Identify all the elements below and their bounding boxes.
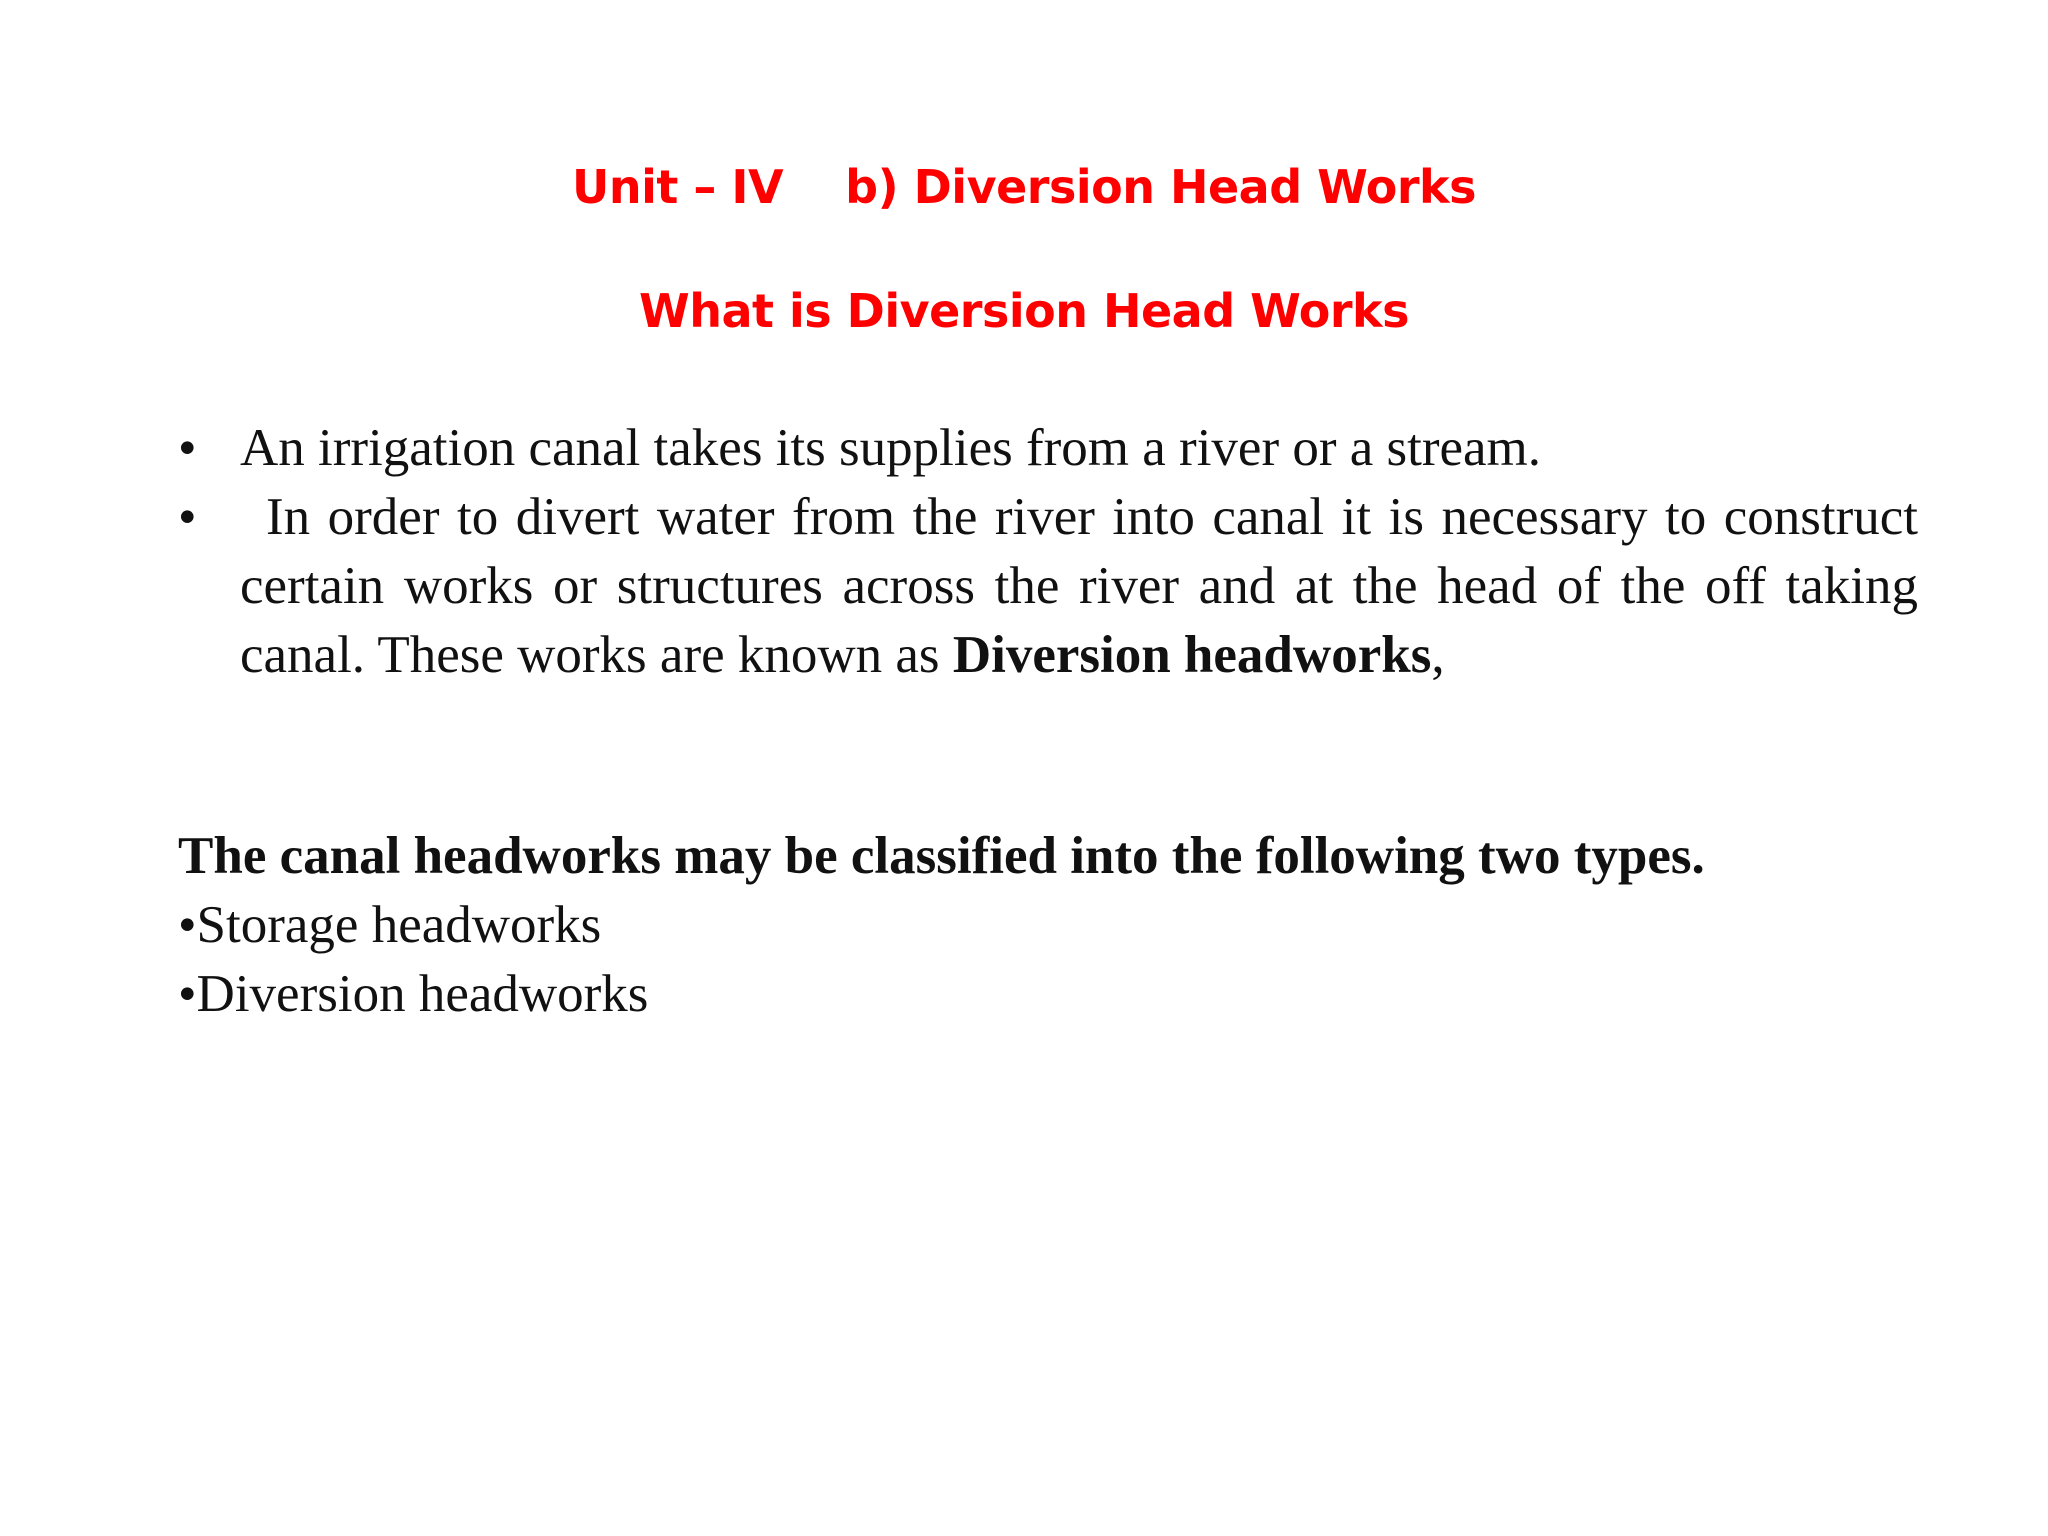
bullet-icon: • bbox=[178, 488, 197, 546]
bullet-text: An irrigation canal takes its supplies from a river or a stream. bbox=[240, 419, 1542, 477]
classification-block bbox=[178, 822, 1938, 1029]
classification-item: •Diversion headworks bbox=[178, 965, 649, 1023]
classification-item: •Storage headworks bbox=[178, 896, 602, 954]
bullet-list bbox=[178, 414, 1918, 690]
slide-subtitle: What is Diversion Head Works bbox=[638, 284, 1410, 338]
bullet-text-bold: Diversion headworks bbox=[952, 626, 1432, 684]
list-item bbox=[178, 414, 1918, 483]
bullet-text: In order to divert water from the river into canal it is necessary to construct certain works or structures across the river and at the head of the off taking canal. These works are known as bbox=[240, 488, 1918, 684]
bullet-text-end: , bbox=[1431, 626, 1445, 684]
slide-title: Unit – IV b) Diversion Head Works bbox=[572, 160, 1476, 214]
bullet-icon: • bbox=[178, 419, 197, 477]
classification-heading: The canal headworks may be classified into the following two types. bbox=[178, 827, 1705, 885]
list-item bbox=[178, 483, 1918, 690]
